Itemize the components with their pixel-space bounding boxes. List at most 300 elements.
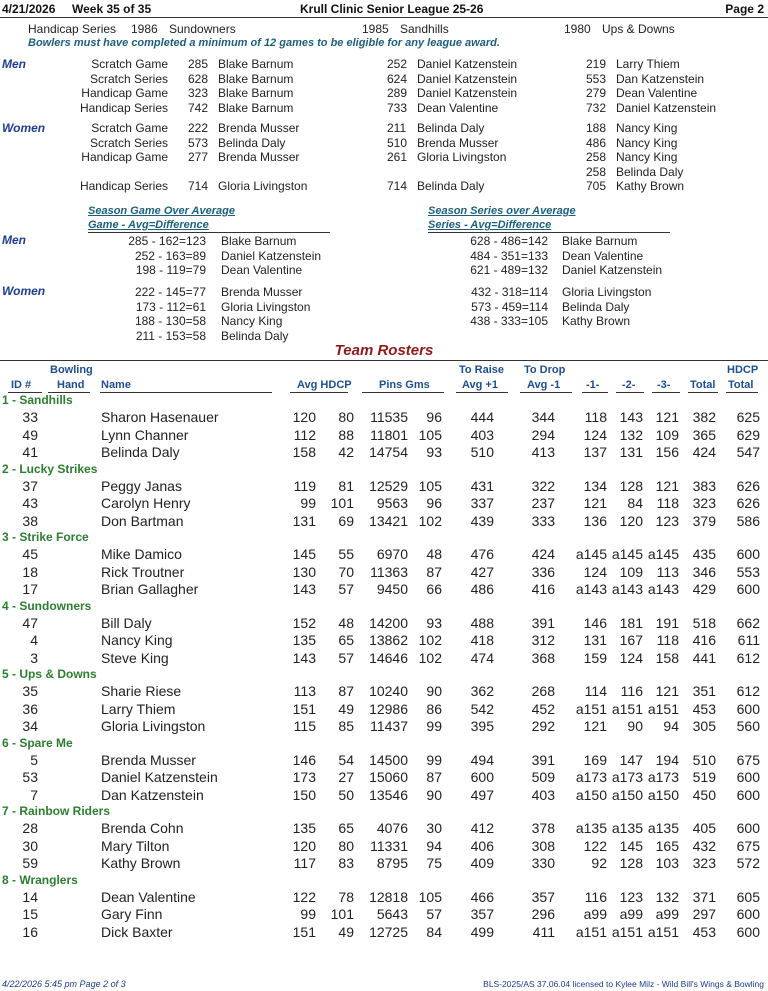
roster-game-2: 84 xyxy=(627,495,643,511)
roster-game-1: 121 xyxy=(583,495,607,511)
roster-id: 59 xyxy=(22,855,38,871)
roster-pins: 12529 xyxy=(369,478,408,494)
roster-hdcp-total: 572 xyxy=(736,855,760,871)
series-over-avg-sub: Series - Avg=Difference xyxy=(428,219,552,231)
roster-pins: 14500 xyxy=(369,752,408,768)
roster-avg: 117 xyxy=(293,855,316,871)
award-group-label: Men xyxy=(2,57,26,71)
over-avg-men-label: Men xyxy=(2,233,26,247)
roster-game-3: 132 xyxy=(655,889,679,905)
roster-hdcp-total: 626 xyxy=(736,478,760,494)
col-rule-hdcp-total xyxy=(726,392,758,393)
roster-game-2: a145 xyxy=(611,546,643,562)
roster-id: 49 xyxy=(22,427,38,443)
roster-games: 87 xyxy=(426,564,442,580)
roster-game-3: a145 xyxy=(647,546,679,562)
roster-to-drop: 333 xyxy=(531,513,555,529)
award-score: 732 xyxy=(586,101,607,115)
roster-game-3: a99 xyxy=(655,906,679,922)
col-rule-g3 xyxy=(652,392,680,393)
col-id: ID # xyxy=(11,379,32,391)
team-name: 2 - Lucky Strikes xyxy=(2,462,98,476)
roster-game-3: 121 xyxy=(655,409,679,425)
roster-to-raise: 444 xyxy=(470,409,494,425)
roster-game-2: 123 xyxy=(619,889,643,905)
over-avg-bowler: Daniel Katzenstein xyxy=(221,249,322,263)
roster-hdcp: 65 xyxy=(338,820,354,836)
roster-hdcp: 27 xyxy=(338,769,354,785)
roster-to-drop: 357 xyxy=(531,889,555,905)
roster-game-3: 194 xyxy=(655,752,679,768)
page-number: Page 2 xyxy=(725,2,764,16)
roster-to-drop: 452 xyxy=(531,701,555,717)
roster-pins: 11801 xyxy=(370,427,408,443)
roster-game-3: 94 xyxy=(663,718,679,734)
roster-total: 424 xyxy=(692,444,716,460)
roster-hdcp: 55 xyxy=(338,546,354,562)
roster-hdcp-total: 600 xyxy=(736,546,760,562)
roster-game-3: 191 xyxy=(655,615,679,631)
roster-pins: 14646 xyxy=(369,650,408,666)
roster-games: 90 xyxy=(426,683,442,699)
over-avg-bowler: Belinda Daly xyxy=(221,329,289,343)
roster-game-1: a173 xyxy=(575,769,607,785)
col-rule-name xyxy=(100,392,272,393)
award-category: Scratch Series xyxy=(89,72,168,86)
roster-name: Peggy Janas xyxy=(101,478,182,494)
roster-games: 86 xyxy=(426,701,442,717)
col-rule-drop xyxy=(520,392,572,393)
col-rule-g2 xyxy=(616,392,644,393)
roster-game-1: 92 xyxy=(591,855,607,871)
roster-hdcp: 57 xyxy=(338,581,354,597)
roster-hdcp: 57 xyxy=(338,650,354,666)
footer-license: BLS-2025/AS 37.06.04 licensed to Kylee Milz - Wild Bill's Wings & Bowling xyxy=(483,979,764,989)
roster-hdcp-total: 625 xyxy=(736,409,760,425)
handicap-series-label: Handicap Series xyxy=(28,22,117,36)
series-over-avg-title: Season Series over Average xyxy=(428,205,576,217)
team-name: 6 - Spare Me xyxy=(2,736,73,750)
roster-game-1: 121 xyxy=(583,718,607,734)
roster-to-drop: 322 xyxy=(531,478,555,494)
roster-to-drop: 312 xyxy=(531,632,555,648)
roster-id: 36 xyxy=(22,701,38,717)
award-score: 219 xyxy=(586,57,607,71)
col-rule-pins xyxy=(362,392,444,393)
roster-hdcp-total: 560 xyxy=(736,718,760,734)
roster-avg: 152 xyxy=(292,615,316,631)
roster-total: 365 xyxy=(692,427,716,443)
over-avg-bowler: Blake Barnum xyxy=(562,234,638,248)
award-score: 279 xyxy=(586,86,607,100)
rosters-top-rule xyxy=(0,360,768,361)
col-pins-gms: Pins Gms xyxy=(379,379,430,391)
report-date: 4/21/2026 xyxy=(2,2,56,16)
roster-name: Daniel Katzenstein xyxy=(101,769,218,785)
game-over-avg-sub: Game - Avg=Difference xyxy=(88,219,209,231)
roster-to-raise: 510 xyxy=(470,444,494,460)
col-name: Name xyxy=(101,379,131,391)
col-rule-raise xyxy=(456,392,508,393)
roster-hdcp-total: 547 xyxy=(736,444,760,460)
roster-name: Bill Daly xyxy=(101,615,152,631)
roster-to-raise: 488 xyxy=(470,615,494,631)
roster-id: 15 xyxy=(22,906,38,922)
roster-games: 105 xyxy=(418,427,442,443)
roster-game-2: 116 xyxy=(620,683,643,699)
roster-to-raise: 357 xyxy=(470,906,494,922)
roster-id: 3 xyxy=(30,650,38,666)
roster-avg: 120 xyxy=(292,409,316,425)
roster-game-2: 145 xyxy=(619,838,643,854)
award-score: 323 xyxy=(188,86,209,100)
roster-hdcp: 78 xyxy=(338,889,354,905)
roster-game-2: a150 xyxy=(611,787,643,803)
roster-games: 90 xyxy=(426,787,442,803)
roster-to-drop: 344 xyxy=(531,409,555,425)
col-hand: Hand xyxy=(57,379,85,391)
roster-game-1: 116 xyxy=(584,889,607,905)
roster-id: 35 xyxy=(22,683,38,699)
roster-to-raise: 427 xyxy=(470,564,494,580)
roster-pins: 13546 xyxy=(369,787,408,803)
over-avg-equation: 188 - 130=58 xyxy=(134,314,206,328)
roster-game-1: 122 xyxy=(583,838,607,854)
award-bowler: Blake Barnum xyxy=(218,72,294,86)
roster-hdcp: 80 xyxy=(338,409,354,425)
roster-games: 96 xyxy=(426,409,442,425)
roster-name: Rick Troutner xyxy=(101,564,185,580)
series-over-avg-rule xyxy=(428,232,670,233)
roster-total: 346 xyxy=(692,564,716,580)
roster-game-2: a99 xyxy=(619,906,643,922)
roster-to-raise: 542 xyxy=(470,701,494,717)
award-bowler: Brenda Musser xyxy=(218,150,300,164)
roster-pins: 11331 xyxy=(370,838,408,854)
roster-to-drop: 237 xyxy=(531,495,555,511)
roster-avg: 131 xyxy=(292,513,316,529)
col-rule-avg xyxy=(290,392,348,393)
over-avg-equation: 628 - 486=142 xyxy=(470,234,548,248)
roster-avg: 99 xyxy=(300,906,316,922)
award-bowler: Brenda Musser xyxy=(218,121,300,135)
roster-pins: 4076 xyxy=(376,820,408,836)
award-score: 510 xyxy=(387,136,408,150)
roster-hdcp: 50 xyxy=(338,787,354,803)
roster-to-drop: 509 xyxy=(531,769,555,785)
roster-id: 33 xyxy=(22,409,38,425)
roster-game-3: 113 xyxy=(656,564,679,580)
roster-id: 7 xyxy=(30,787,38,803)
roster-name: Carolyn Henry xyxy=(101,495,191,511)
roster-hdcp: 49 xyxy=(338,701,354,717)
award-score: 222 xyxy=(188,121,209,135)
roster-game-3: a143 xyxy=(647,581,679,597)
roster-game-3: a151 xyxy=(647,701,679,717)
roster-hdcp: 65 xyxy=(338,632,354,648)
col-game-3: -3- xyxy=(657,379,671,391)
roster-name: Mary Tilton xyxy=(101,838,170,854)
roster-to-raise: 409 xyxy=(470,855,494,871)
roster-hdcp: 80 xyxy=(338,838,354,854)
roster-pins: 14754 xyxy=(369,444,408,460)
roster-total: 450 xyxy=(692,787,716,803)
roster-total: 351 xyxy=(692,683,716,699)
roster-id: 41 xyxy=(22,444,38,460)
roster-game-1: 118 xyxy=(584,409,607,425)
roster-game-3: a135 xyxy=(647,820,679,836)
roster-hdcp-total: 612 xyxy=(736,683,760,699)
roster-pins: 5643 xyxy=(376,906,408,922)
roster-to-raise: 395 xyxy=(470,718,494,734)
over-avg-equation: 222 - 145=77 xyxy=(134,285,206,299)
roster-id: 16 xyxy=(22,924,38,940)
award-bowler: Gloria Livingston xyxy=(218,179,308,193)
col-hdcp: HDCP xyxy=(727,364,759,376)
roster-games: 75 xyxy=(426,855,442,871)
award-category: Handicap Game xyxy=(81,150,168,164)
roster-game-2: 124 xyxy=(619,650,643,666)
roster-game-2: a143 xyxy=(611,581,643,597)
roster-game-3: 103 xyxy=(655,855,679,871)
roster-avg: 122 xyxy=(292,889,316,905)
roster-game-1: a145 xyxy=(575,546,607,562)
roster-game-1: 134 xyxy=(583,478,607,494)
award-bowler: Dan Katzenstein xyxy=(616,72,705,86)
roster-pins: 11437 xyxy=(370,718,408,734)
roster-to-raise: 412 xyxy=(470,820,494,836)
roster-to-raise: 486 xyxy=(470,581,494,597)
award-score: 285 xyxy=(188,57,209,71)
roster-to-drop: 330 xyxy=(531,855,555,871)
roster-total: 518 xyxy=(692,615,716,631)
award-score: 188 xyxy=(586,121,607,135)
col-to-raise: To Raise xyxy=(459,364,505,376)
roster-hdcp: 42 xyxy=(338,444,354,460)
award-category: Scratch Series xyxy=(89,136,168,150)
roster-id: 45 xyxy=(22,546,38,562)
over-avg-equation: 173 - 112=61 xyxy=(135,300,206,314)
roster-total: 297 xyxy=(692,906,716,922)
header-divider xyxy=(0,17,768,18)
roster-id: 28 xyxy=(22,820,38,836)
roster-avg: 158 xyxy=(292,444,316,460)
award-bowler: Daniel Katzenstein xyxy=(417,72,518,86)
award-bowler: Belinda Daly xyxy=(417,121,485,135)
col-avg-hdcp: Avg HDCP xyxy=(297,379,352,391)
roster-to-raise: 337 xyxy=(470,495,494,511)
roster-to-raise: 406 xyxy=(470,838,494,854)
roster-game-1: 114 xyxy=(584,683,607,699)
roster-games: 102 xyxy=(418,513,442,529)
roster-game-1: 124 xyxy=(583,564,607,580)
over-avg-bowler: Gloria Livingston xyxy=(221,300,311,314)
roster-avg: 146 xyxy=(292,752,316,768)
award-bowler: Dean Valentine xyxy=(616,86,698,100)
roster-hdcp-total: 611 xyxy=(737,632,760,648)
roster-game-3: a151 xyxy=(647,924,679,940)
roster-pins: 6970 xyxy=(376,546,408,562)
hs-year-3: 1980 xyxy=(564,22,591,36)
roster-game-1: 159 xyxy=(583,650,607,666)
roster-total: 453 xyxy=(692,924,716,940)
roster-to-drop: 413 xyxy=(531,444,555,460)
col-avg-minus-1: Avg -1 xyxy=(527,379,561,391)
roster-game-1: 136 xyxy=(583,513,607,529)
roster-avg: 143 xyxy=(292,650,316,666)
award-score: 628 xyxy=(188,72,209,86)
roster-game-3: a173 xyxy=(647,769,679,785)
roster-total: 435 xyxy=(692,546,716,562)
roster-hdcp-total: 600 xyxy=(736,906,760,922)
award-score: 252 xyxy=(387,57,408,71)
roster-pins: 8795 xyxy=(376,855,408,871)
roster-game-2: 128 xyxy=(619,855,643,871)
roster-name: Kathy Brown xyxy=(101,855,181,871)
roster-pins: 12818 xyxy=(369,889,408,905)
award-bowler: Larry Thiem xyxy=(616,57,680,71)
roster-pins: 15060 xyxy=(369,769,408,785)
roster-name: Gary Finn xyxy=(101,906,163,922)
roster-to-drop: 294 xyxy=(531,427,555,443)
roster-to-drop: 308 xyxy=(531,838,555,854)
roster-hdcp: 81 xyxy=(338,478,354,494)
roster-to-drop: 403 xyxy=(531,787,555,803)
roster-games: 87 xyxy=(426,769,442,785)
hs-team-1: Sundowners xyxy=(169,22,236,36)
roster-avg: 113 xyxy=(293,683,316,699)
roster-game-3: 156 xyxy=(655,444,679,460)
roster-games: 66 xyxy=(426,581,442,597)
col-game-1: -1- xyxy=(586,379,600,391)
col-avg-plus-1: Avg +1 xyxy=(462,379,498,391)
roster-to-drop: 292 xyxy=(531,718,555,734)
roster-game-2: 128 xyxy=(619,478,643,494)
roster-id: 18 xyxy=(22,564,38,580)
roster-game-2: a135 xyxy=(611,820,643,836)
roster-hdcp-total: 600 xyxy=(736,924,760,940)
award-bowler: Blake Barnum xyxy=(218,101,294,115)
roster-pins: 13862 xyxy=(369,632,408,648)
team-name: 4 - Sundowners xyxy=(2,599,92,613)
hs-team-2: Sandhills xyxy=(400,22,449,36)
award-bowler: Kathy Brown xyxy=(616,179,685,193)
roster-name: Brenda Cohn xyxy=(101,820,184,836)
award-bowler: Nancy King xyxy=(616,136,678,150)
roster-game-2: a173 xyxy=(611,769,643,785)
team-name: 3 - Strike Force xyxy=(2,530,89,544)
roster-hdcp: 70 xyxy=(338,564,354,580)
roster-avg: 120 xyxy=(292,838,316,854)
over-avg-bowler: Daniel Katzenstein xyxy=(562,263,663,277)
roster-total: 432 xyxy=(692,838,716,854)
roster-games: 93 xyxy=(426,615,442,631)
roster-name: Belinda Daly xyxy=(101,444,180,460)
roster-total: 323 xyxy=(692,495,716,511)
roster-hdcp-total: 600 xyxy=(736,701,760,717)
hs-year-2: 1985 xyxy=(362,22,389,36)
roster-hdcp: 83 xyxy=(338,855,354,871)
roster-to-raise: 362 xyxy=(470,683,494,699)
over-avg-bowler: Dean Valentine xyxy=(221,263,303,277)
roster-pins: 12725 xyxy=(369,924,408,940)
col-rule-total xyxy=(688,392,718,393)
roster-game-2: 143 xyxy=(619,409,643,425)
roster-game-3: 118 xyxy=(656,632,679,648)
roster-games: 105 xyxy=(418,889,442,905)
roster-hdcp-total: 662 xyxy=(736,615,760,631)
roster-avg: 130 xyxy=(292,564,316,580)
roster-games: 48 xyxy=(426,546,442,562)
roster-game-2: a151 xyxy=(611,924,643,940)
roster-total: 416 xyxy=(692,632,716,648)
roster-id: 37 xyxy=(22,478,38,494)
roster-game-1: 137 xyxy=(583,444,607,460)
award-group-label: Women xyxy=(2,121,46,135)
roster-avg: 143 xyxy=(292,581,316,597)
roster-hdcp: 85 xyxy=(338,718,354,734)
roster-id: 14 xyxy=(22,889,38,905)
eligibility-note: Bowlers must have completed a minimum of 12 games to be eligible for any league award. xyxy=(28,37,500,49)
roster-hdcp-total: 629 xyxy=(736,427,760,443)
roster-name: Brian Gallagher xyxy=(101,581,199,597)
roster-game-1: 124 xyxy=(583,427,607,443)
roster-to-raise: 403 xyxy=(470,427,494,443)
roster-avg: 135 xyxy=(292,820,316,836)
roster-game-1: 169 xyxy=(583,752,607,768)
award-category: Handicap Series xyxy=(79,101,168,115)
roster-name: Dan Katzenstein xyxy=(101,787,204,803)
roster-hdcp: 87 xyxy=(338,683,354,699)
award-category: Scratch Game xyxy=(91,57,168,71)
over-avg-equation: 621 - 489=132 xyxy=(470,263,548,277)
award-score: 705 xyxy=(586,179,607,193)
roster-id: 47 xyxy=(22,615,38,631)
award-score: 714 xyxy=(387,179,408,193)
roster-hdcp-total: 586 xyxy=(736,513,760,529)
roster-to-drop: 424 xyxy=(531,546,555,562)
roster-games: 105 xyxy=(418,478,442,494)
team-name: 7 - Rainbow Riders xyxy=(2,804,111,818)
roster-to-drop: 368 xyxy=(531,650,555,666)
roster-pins: 9563 xyxy=(376,495,408,511)
roster-pins: 12986 xyxy=(369,701,408,717)
roster-total: 383 xyxy=(692,478,716,494)
roster-to-drop: 336 xyxy=(531,564,555,580)
award-score: 289 xyxy=(387,86,408,100)
award-score: 258 xyxy=(586,150,607,164)
award-category: Scratch Game xyxy=(91,121,168,135)
roster-name: Larry Thiem xyxy=(101,701,176,717)
roster-game-3: a150 xyxy=(647,787,679,803)
over-avg-bowler: Gloria Livingston xyxy=(562,285,652,299)
roster-avg: 151 xyxy=(292,924,316,940)
over-avg-bowler: Kathy Brown xyxy=(562,314,631,328)
col-total: Total xyxy=(690,379,716,391)
over-avg-equation: 484 - 351=133 xyxy=(470,249,548,263)
roster-hdcp-total: 675 xyxy=(736,752,760,768)
roster-total: 519 xyxy=(692,769,716,785)
roster-name: Nancy King xyxy=(101,632,173,648)
award-score: 624 xyxy=(387,72,408,86)
roster-game-1: 131 xyxy=(583,632,607,648)
roster-games: 102 xyxy=(418,632,442,648)
roster-id: 30 xyxy=(22,838,38,854)
award-bowler: Daniel Katzenstein xyxy=(417,86,518,100)
over-avg-equation: 438 - 333=105 xyxy=(470,314,548,328)
roster-hdcp: 88 xyxy=(338,427,354,443)
footer-timestamp: 4/22/2026 5:45 pm Page 2 of 3 xyxy=(2,979,126,989)
